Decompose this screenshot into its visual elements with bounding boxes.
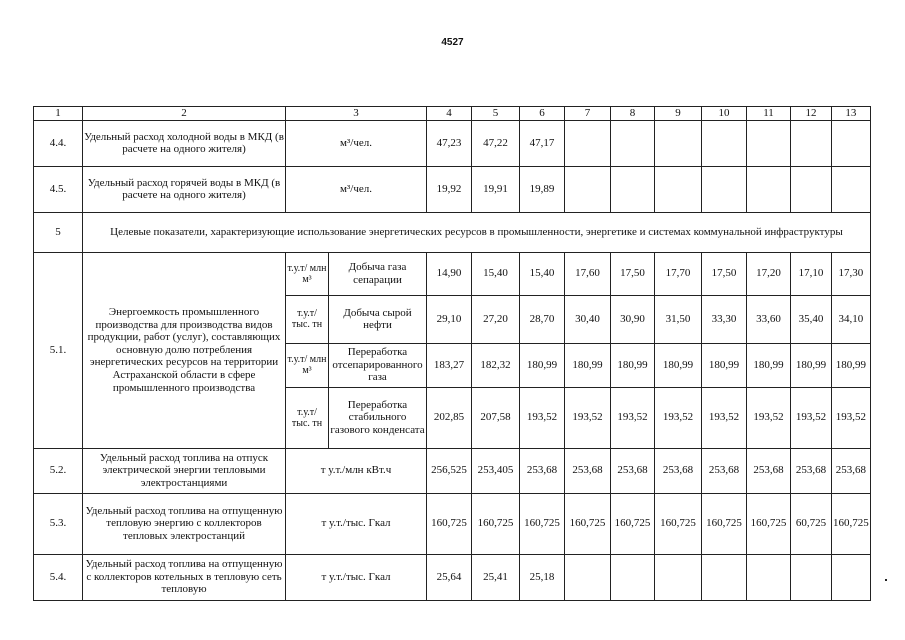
- value-cell: 180,99: [791, 343, 832, 387]
- row-number: 5.3.: [34, 493, 83, 554]
- header-cell: 12: [791, 107, 832, 121]
- value-cell: 19,91: [472, 166, 520, 212]
- value-cell: 33,30: [702, 295, 747, 343]
- value-cell: 180,99: [747, 343, 791, 387]
- value-cell: [832, 166, 871, 212]
- value-cell: 183,27: [427, 343, 472, 387]
- value-cell: [655, 166, 702, 212]
- table-row: [34, 554, 871, 600]
- table-row: [34, 120, 871, 166]
- header-cell: 8: [611, 107, 655, 121]
- value-cell: 15,40: [520, 252, 565, 295]
- value-cell: 193,52: [747, 387, 791, 448]
- row-number: 5.1.: [34, 252, 83, 448]
- row-number: 4.5.: [34, 166, 83, 212]
- value-cell: [655, 120, 702, 166]
- value-cell: 193,52: [565, 387, 611, 448]
- row-label: Удельный расход холодной воды в МКД (в расчете на одного жителя): [83, 120, 286, 166]
- value-cell: [655, 554, 702, 600]
- row-number: 5.2.: [34, 448, 83, 493]
- value-cell: 180,99: [520, 343, 565, 387]
- value-cell: 30,40: [565, 295, 611, 343]
- value-cell: 160,725: [747, 493, 791, 554]
- subrow-unit: т.у.т/ тыс. тн: [286, 387, 329, 448]
- table-row: [34, 107, 871, 121]
- value-cell: 253,68: [655, 448, 702, 493]
- header-cell: 11: [747, 107, 791, 121]
- value-cell: 182,32: [472, 343, 520, 387]
- value-cell: 47,17: [520, 120, 565, 166]
- value-cell: 30,90: [611, 295, 655, 343]
- value-cell: [832, 554, 871, 600]
- header-cell: 2: [83, 107, 286, 121]
- subrow-name: Переработка отсепарированного газа: [329, 343, 427, 387]
- value-cell: 160,725: [611, 493, 655, 554]
- value-cell: 253,68: [791, 448, 832, 493]
- row-label: Удельный расход топлива на отпущенную тепловую энергию с коллекторов тепловых электростанций: [83, 493, 286, 554]
- value-cell: 28,70: [520, 295, 565, 343]
- value-cell: 31,50: [655, 295, 702, 343]
- value-cell: [747, 120, 791, 166]
- value-cell: 193,52: [655, 387, 702, 448]
- subrow-unit: т.у.т/ тыс. тн: [286, 295, 329, 343]
- value-cell: 35,40: [791, 295, 832, 343]
- value-cell: [791, 166, 832, 212]
- value-cell: 193,52: [832, 387, 871, 448]
- value-cell: [747, 166, 791, 212]
- value-cell: 253,405: [472, 448, 520, 493]
- row-label: Энергоемкость промышленного производства для производства видов продукции, работ (услуг), составляющих основную долю потребления энергетических ресурсов на территории Астраханской области в сфере промышленного производства: [83, 252, 286, 448]
- value-cell: [565, 554, 611, 600]
- value-cell: [702, 554, 747, 600]
- value-cell: 202,85: [427, 387, 472, 448]
- table-row: [34, 493, 871, 554]
- header-cell: 7: [565, 107, 611, 121]
- value-cell: 160,725: [702, 493, 747, 554]
- value-cell: 17,70: [655, 252, 702, 295]
- value-cell: 17,60: [565, 252, 611, 295]
- row-unit: т у.т./тыс. Гкал: [286, 554, 427, 600]
- value-cell: [565, 120, 611, 166]
- value-cell: [747, 554, 791, 600]
- value-cell: 27,20: [472, 295, 520, 343]
- value-cell: 160,725: [832, 493, 871, 554]
- table-row: [34, 252, 871, 295]
- value-cell: 160,725: [520, 493, 565, 554]
- row-number: 4.4.: [34, 120, 83, 166]
- value-cell: 193,52: [791, 387, 832, 448]
- value-cell: 193,52: [702, 387, 747, 448]
- table-row: [34, 448, 871, 493]
- value-cell: [791, 554, 832, 600]
- row-label: Удельный расход горячей воды в МКД (в расчете на одного жителя): [83, 166, 286, 212]
- subrow-unit: т.у.т/ млн м³: [286, 343, 329, 387]
- row-unit: т у.т./тыс. Гкал: [286, 493, 427, 554]
- value-cell: 47,23: [427, 120, 472, 166]
- value-cell: 17,20: [747, 252, 791, 295]
- value-cell: 47,22: [472, 120, 520, 166]
- value-cell: 19,92: [427, 166, 472, 212]
- table-row: [34, 212, 871, 252]
- value-cell: 180,99: [611, 343, 655, 387]
- header-cell: 1: [34, 107, 83, 121]
- stray-mark: [885, 579, 887, 581]
- value-cell: 207,58: [472, 387, 520, 448]
- value-cell: 180,99: [565, 343, 611, 387]
- subrow-unit: т.у.т/ млн м³: [286, 252, 329, 295]
- value-cell: [611, 166, 655, 212]
- value-cell: 17,30: [832, 252, 871, 295]
- value-cell: 160,725: [472, 493, 520, 554]
- value-cell: [611, 554, 655, 600]
- value-cell: 193,52: [520, 387, 565, 448]
- value-cell: 253,68: [832, 448, 871, 493]
- page-number: 4527: [441, 37, 464, 48]
- value-cell: 17,10: [791, 252, 832, 295]
- value-cell: 33,60: [747, 295, 791, 343]
- value-cell: 253,68: [611, 448, 655, 493]
- value-cell: 60,725: [791, 493, 832, 554]
- header-cell: 13: [832, 107, 871, 121]
- value-cell: 180,99: [655, 343, 702, 387]
- value-cell: 25,64: [427, 554, 472, 600]
- value-cell: 256,525: [427, 448, 472, 493]
- value-cell: [832, 120, 871, 166]
- row-label: Удельный расход топлива на отпущенную с коллекторов котельных в тепловую сеть тепловую: [83, 554, 286, 600]
- value-cell: 17,50: [611, 252, 655, 295]
- subrow-name: Добыча газа сепарации: [329, 252, 427, 295]
- indicators-table: [33, 106, 871, 601]
- value-cell: 15,40: [472, 252, 520, 295]
- value-cell: 19,89: [520, 166, 565, 212]
- subrow-name: Переработка стабильного газового конденсата: [329, 387, 427, 448]
- header-cell: 10: [702, 107, 747, 121]
- section-number: 5: [34, 212, 83, 252]
- value-cell: 160,725: [655, 493, 702, 554]
- row-unit: т у.т./млн кВт.ч: [286, 448, 427, 493]
- value-cell: 253,68: [565, 448, 611, 493]
- row-unit: м³/чел.: [286, 120, 427, 166]
- value-cell: 180,99: [702, 343, 747, 387]
- value-cell: 25,41: [472, 554, 520, 600]
- section-title: Целевые показатели, характеризующие использование энергетических ресурсов в промышленности, энергетике и системах коммунальной инфраструктуры: [83, 212, 871, 252]
- value-cell: 180,99: [832, 343, 871, 387]
- value-cell: [565, 166, 611, 212]
- value-cell: [702, 166, 747, 212]
- value-cell: 17,50: [702, 252, 747, 295]
- header-cell: 4: [427, 107, 472, 121]
- value-cell: 253,68: [747, 448, 791, 493]
- value-cell: 253,68: [520, 448, 565, 493]
- value-cell: 29,10: [427, 295, 472, 343]
- row-unit: м³/чел.: [286, 166, 427, 212]
- value-cell: 25,18: [520, 554, 565, 600]
- value-cell: 160,725: [427, 493, 472, 554]
- header-cell: 5: [472, 107, 520, 121]
- header-cell: 3: [286, 107, 427, 121]
- subrow-name: Добыча сырой нефти: [329, 295, 427, 343]
- value-cell: 34,10: [832, 295, 871, 343]
- value-cell: 160,725: [565, 493, 611, 554]
- value-cell: 193,52: [611, 387, 655, 448]
- value-cell: [611, 120, 655, 166]
- header-cell: 6: [520, 107, 565, 121]
- row-label: Удельный расход топлива на отпуск электрической энергии тепловыми электростанциями: [83, 448, 286, 493]
- value-cell: 253,68: [702, 448, 747, 493]
- value-cell: [791, 120, 832, 166]
- row-number: 5.4.: [34, 554, 83, 600]
- header-cell: 9: [655, 107, 702, 121]
- value-cell: [702, 120, 747, 166]
- value-cell: 14,90: [427, 252, 472, 295]
- table-row: [34, 166, 871, 212]
